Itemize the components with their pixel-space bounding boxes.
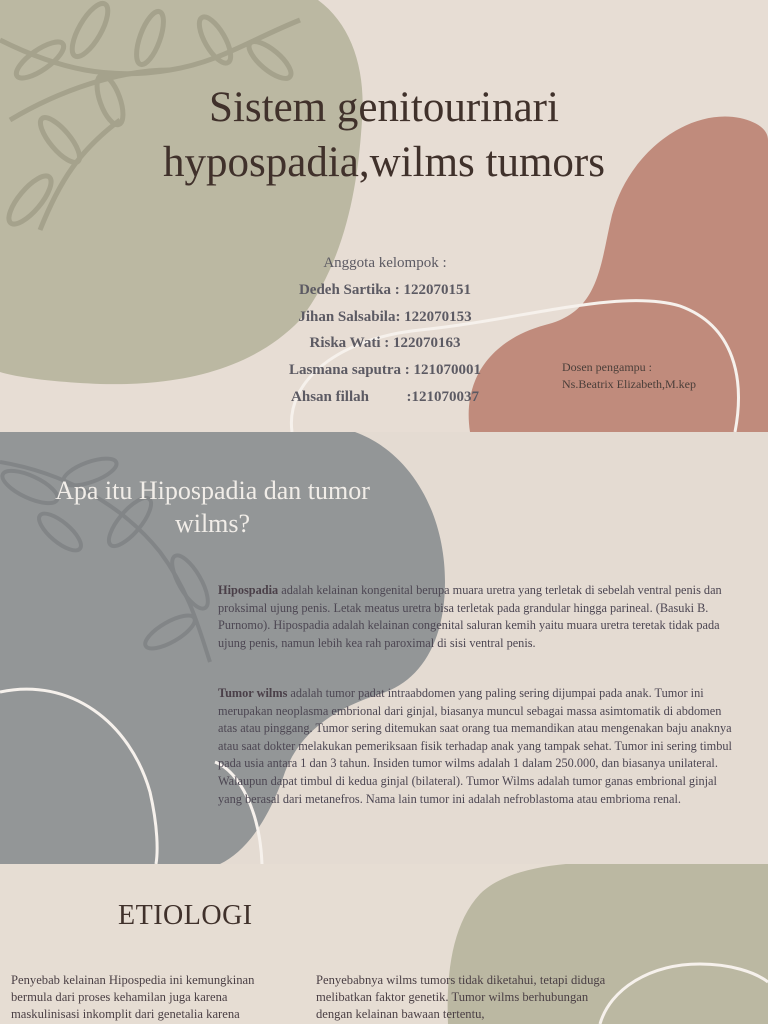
member-item: Jihan Salsabila: 122070153 [298,308,472,325]
term-hipospadia: Hipospadia [218,583,279,597]
member-item: Riska Wati : 122070163 [309,335,461,352]
etiology-hipospadia-text: Penyebab kelainan Hipospedia ini kemungkinan bermula dari proses kehamilan juga karena maskulinisasi inkomplit dari genetalia karena [11,973,255,1022]
section-title: ETIOLOGI [118,900,253,931]
member-list [240,250,530,411]
etiology-wilms-text: Penyebabnya wilms tumors tidak diketahui, tetapi diduga melibatkan faktor genetik. Tumor wilms berhubungan dengan kelainan bawaan tertentu, [316,973,606,1022]
slide-etiology [0,864,768,1024]
lecturer-info [562,359,762,393]
title-line-2: hypospadia,wilms tumors [163,139,605,186]
title-line-1: Sistem genitourinari [209,84,559,131]
slide-title [0,0,768,432]
section-title: Apa itu Hipospadia dan tumor wilms? [55,476,370,538]
lecturer-label: Dosen pengampu : [562,360,652,374]
term-tumor-wilms: Tumor wilms [218,686,288,700]
lecturer-name: Ns.Beatrix Elizabeth,M.kep [562,377,696,391]
members-label: Anggota kelompok : [323,255,447,271]
paragraph-hipospadia [218,582,743,652]
definition-text: adalah tumor padat intraabdomen yang paling sering dijumpai pada anak. Tumor ini merupakan neoplasma embrional dari ginjal, biasanya muncul sebagai massa asimtomatik di abdomen atas atau pinggang. Tumor sering ditemukan saat orang tua memandikan atau mengenakan baju anaknya atau saat dokter melakukan pemeriksaan fisik terhadap anak yang tampak sehat. Tumor ini sering timbul pada usia antara 1 dan 3 tahun. Insiden tumor wilms adalah 1 dalam 250.000, dan biasanya unilateral. Walaupun dapat timbul di kedua ginjal (bilateral). Tumor Wilms adalah tumor ganas embrional ginjal yang berasal dari metanefros. Nama lain tumor ini adalah nefroblastoma atau embrioma renal. [218,686,732,806]
member-item: Ahsan fillah :121070037 [291,388,479,405]
definition-text: adalah kelainan kongenital berupa muara uretra yang terletak di sebelah ventral penis dan proksimal ujung penis. Letak meatus uretra bisa terletak pada grandular hingga parineal. (Basuki B. Purnomo). Hipospadia adalah kelainan congenital saluran kemih yaitu muara uretra teretak tidak pada ujung penis, namun lebih kea rah paroximal di sisi ventral penis. [218,583,722,650]
paragraph-tumor-wilms [218,685,743,808]
page-title [84,80,684,190]
member-item: Dedeh Sartika : 122070151 [298,281,472,298]
slide-definition [0,432,768,864]
member-item: Lasmana saputra : 121070001 [288,362,482,379]
